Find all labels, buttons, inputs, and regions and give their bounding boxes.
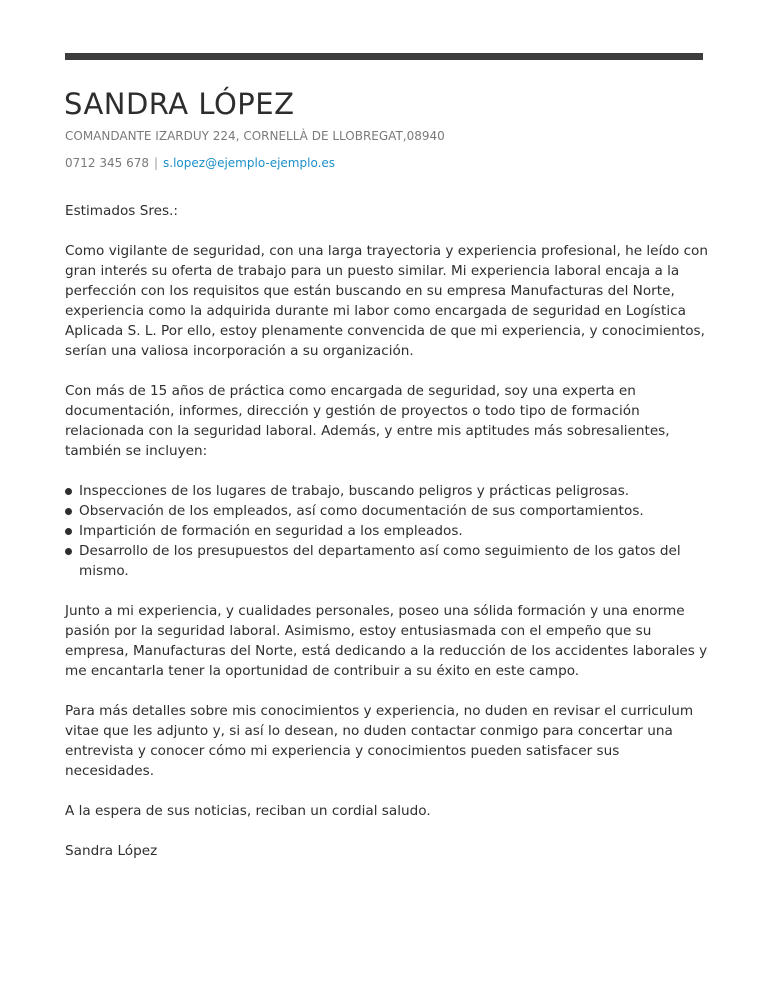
sender-name: SANDRA LÓPEZ (64, 87, 295, 121)
bullet-icon (65, 508, 72, 515)
header-rule (65, 53, 703, 60)
paragraph-motivation: Junto a mi experiencia, y cualidades personales, poseo una sólida formación y una enorme pasión por la seguridad laboral. Asimismo, estoy entusiasmada con el empeño que su empresa, Manufacturas del Norte, está dedicando a la reducción de los accidentes laborales y me encantarIa tener la oportunidad de contribuir a su éxito en este campo. (65, 603, 708, 679)
sender-address: COMANDANTE IZARDUY 224, CORNELLÀ DE LLOBREGAT,08940 (65, 129, 445, 143)
bullet-icon (65, 528, 72, 535)
salutation: Estimados Sres.: (65, 203, 178, 219)
contact-separator: | (153, 156, 159, 170)
sender-phone: 0712 345 678 (65, 156, 149, 170)
bullet-icon (65, 488, 72, 495)
paragraph-intro: Como vigilante de seguridad, con una larga trayectoria y experiencia profesional, he leído con gran interés su oferta de trabajo para un puesto similar. Mi experiencia laboral encaja a la perfección con los requisitos que están buscando en su empresa Manufacturas del Norte, experiencia como la adquirida durante mi labor como encargada de seguridad en Logística Aplicada S. L. Por ello, estoy plenamente convencida de que mi experiencia, y conocimientos, serían una valiosa incorporación a su organización. (65, 243, 708, 359)
skills-list (65, 481, 711, 581)
letter-body (65, 201, 711, 881)
list-item: Desarrollo de los presupuestos del departamento así como seguimiento de los gatos del mismo. (65, 541, 711, 581)
contact-line (65, 155, 335, 171)
bullet-icon (65, 548, 72, 555)
list-item: Observación de los empleados, así como documentación de sus comportamientos. (65, 501, 711, 521)
closing: A la espera de sus noticias, reciban un cordial saludo. (65, 803, 431, 819)
sender-email-link[interactable]: s.lopez@ejemplo-ejemplo.es (163, 156, 336, 170)
list-item: Inspecciones de los lugares de trabajo, buscando peligros y prácticas peligrosas. (65, 481, 711, 501)
paragraph-call-to-action: Para más detalles sobre mis conocimientos y experiencia, no duden en revisar el curriculum vitae que les adjunto y, si así lo desean, no duden contactar conmigo para concertar una entrevista y conocer cómo mi experiencia y conocimientos pueden satisfacer sus necesidades. (65, 703, 694, 779)
paragraph-experience: Con más de 15 años de práctica como encargada de seguridad, soy una experta en documentación, informes, dirección y gestión de proyectos o todo tipo de formación relacionada con la seguridad laboral. Además, y entre mis aptitudes más sobresalientes, también se incluyen: (65, 383, 670, 459)
list-item: Impartición de formación en seguridad a los empleados. (65, 521, 711, 541)
signature: Sandra López (65, 843, 158, 859)
